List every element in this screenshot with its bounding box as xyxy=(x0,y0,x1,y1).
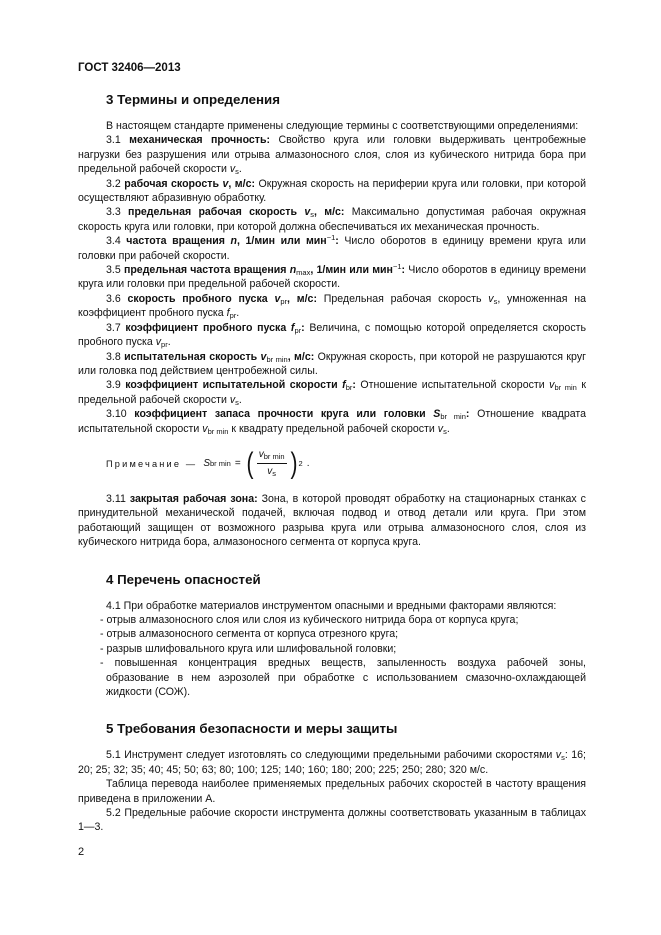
fraction: $\frac{v_{br min}}{v_s}$ xyxy=(258,449,285,479)
document-body xyxy=(78,92,586,835)
page-number: 2 xyxy=(78,846,85,858)
para-5-1-table-ref: Таблица перевода наиболее применяемых предельных рабочих скоростей в частоту вращения приведена в приложении А. xyxy=(78,778,586,805)
left-paren: ( xyxy=(246,446,254,480)
term-3-1: 3.1 механическая прочность: Свойство круга или головки выдерживать центробежные нагрузки без разрушения или отрыва алмазоносного слоя, слоя из кубического нитрида бора при предельной рабочей скорости $v_s$. xyxy=(78,134,586,177)
formula: S br min = ( $\frac{v_{br min}}{v_s}$ ) 2 . xyxy=(203,446,310,480)
note-label: Примечание — xyxy=(106,458,198,469)
hazard-item-1: - отрыв алмазоносного слоя или слоя из кубического нитрида бора от корпуса круга; xyxy=(100,613,519,626)
term-3-3: 3.3 предельная рабочая скорость $v_s$, м/с: Максимально допустимая рабочая окружная скорость круга или головки, при которой должна обеспечиваться их механическая прочность. xyxy=(78,206,586,233)
para-5-2: 5.2 Предельные рабочие скорости инструмента должны соответствовать указанным в таблицах 1—3. xyxy=(78,807,586,834)
hazard-item-4: - повышенная концентрация вредных веществ, запыленность воздуха рабочей зоны, образование в нем аэрозолей при обработке с использованием смазочно-охлаждающей жидкости (СОЖ). xyxy=(100,657,586,698)
term-3-2: 3.2 рабочая скорость v, м/с: Окружная скорость на периферии круга или головки, при которой осуществляют абразивную обработку. xyxy=(78,177,586,205)
note-formula xyxy=(78,442,586,486)
term-3-5: 3.5 предельная частота вращения $n_{max}$, 1/мин или мин$^{-1}$: Число оборотов в единицу времени круга или головки при предельной рабочей скорости. xyxy=(78,262,587,291)
sec3-intro: В настоящем стандарте применены следующие термины с соответствующими определениями: xyxy=(106,120,579,132)
term-3-7: 3.7 коэффициент пробного пуска $f_{pr}$: Величина, с помощью которой определяется скорость пробного пуска $v_{pr}$. xyxy=(78,321,586,350)
term-3-11: 3.11 закрытая рабочая зона: Зона, в которой проводят обработку на стационарных станках с принудительной механической подачей, включая подвод и отвод детали или круга. При этом работающий защищен от возможного разрыва круга или отрыва алмазоносного слоя, слоя из кубического нитрида бора, алмазоносного сегмента от корпуса круга. xyxy=(78,492,586,549)
document-header: ГОСТ 32406—2013 xyxy=(78,62,181,74)
section-4-title: 4 Перечень опасностей xyxy=(106,571,261,587)
term-3-10: 3.10 коэффициент запаса прочности круга или головки $S_{br min}$: Отношение квадрата испытательной скорости $v_{br min}$ к квадрату предельной рабочей скорости $v_s$. xyxy=(78,408,587,436)
sec4-intro: 4.1 При обработке материалов инструментом опасными и вредными факторами являются: xyxy=(106,599,557,612)
term-3-6: 3.6 скорость пробного пуска $v_{pr}$, м/с: Предельная рабочая скорость $v_s$, умноженная на коэффициент пробного пуска $f_{pr}$. xyxy=(78,292,586,321)
term-3-4: 3.4 частота вращения n, 1/мин или мин$^{-1}$: Число оборотов в единицу времени круга или головки при рабочей скорости. xyxy=(78,233,586,262)
para-5-1: 5.1 Инструмент следует изготовлять со следующими предельными рабочими скоростями $v_s$: 16; 20; 25; 32; 35; 40; 45; 50; 63; 80; 100; 125; 140; 160; 180; 200; 225; 250; 280; 320 м/с. xyxy=(78,749,586,776)
hazard-item-3: - разрыв шлифовального круга или шлифовальной головки; xyxy=(100,642,397,655)
term-3-9: 3.9 коэффициент испытательной скорости $f_{br}$: Отношение испытательной скорости $v_{br min}$ к предельной рабочей скорости $v_s$. xyxy=(78,379,586,407)
section-5-title: 5 Требования безопасности и меры защиты xyxy=(106,721,398,737)
section-3-title: 3 Термины и определения xyxy=(106,92,280,107)
right-paren: ) xyxy=(290,446,298,480)
hazard-item-2: - отрыв алмазоносного сегмента от корпуса отрезного круга; xyxy=(100,628,399,641)
term-3-8: 3.8 испытательная скорость $v_{br min}$, м/с: Окружная скорость, при которой не разрушаются круг или головка под действием центробежной силы. xyxy=(78,350,586,377)
